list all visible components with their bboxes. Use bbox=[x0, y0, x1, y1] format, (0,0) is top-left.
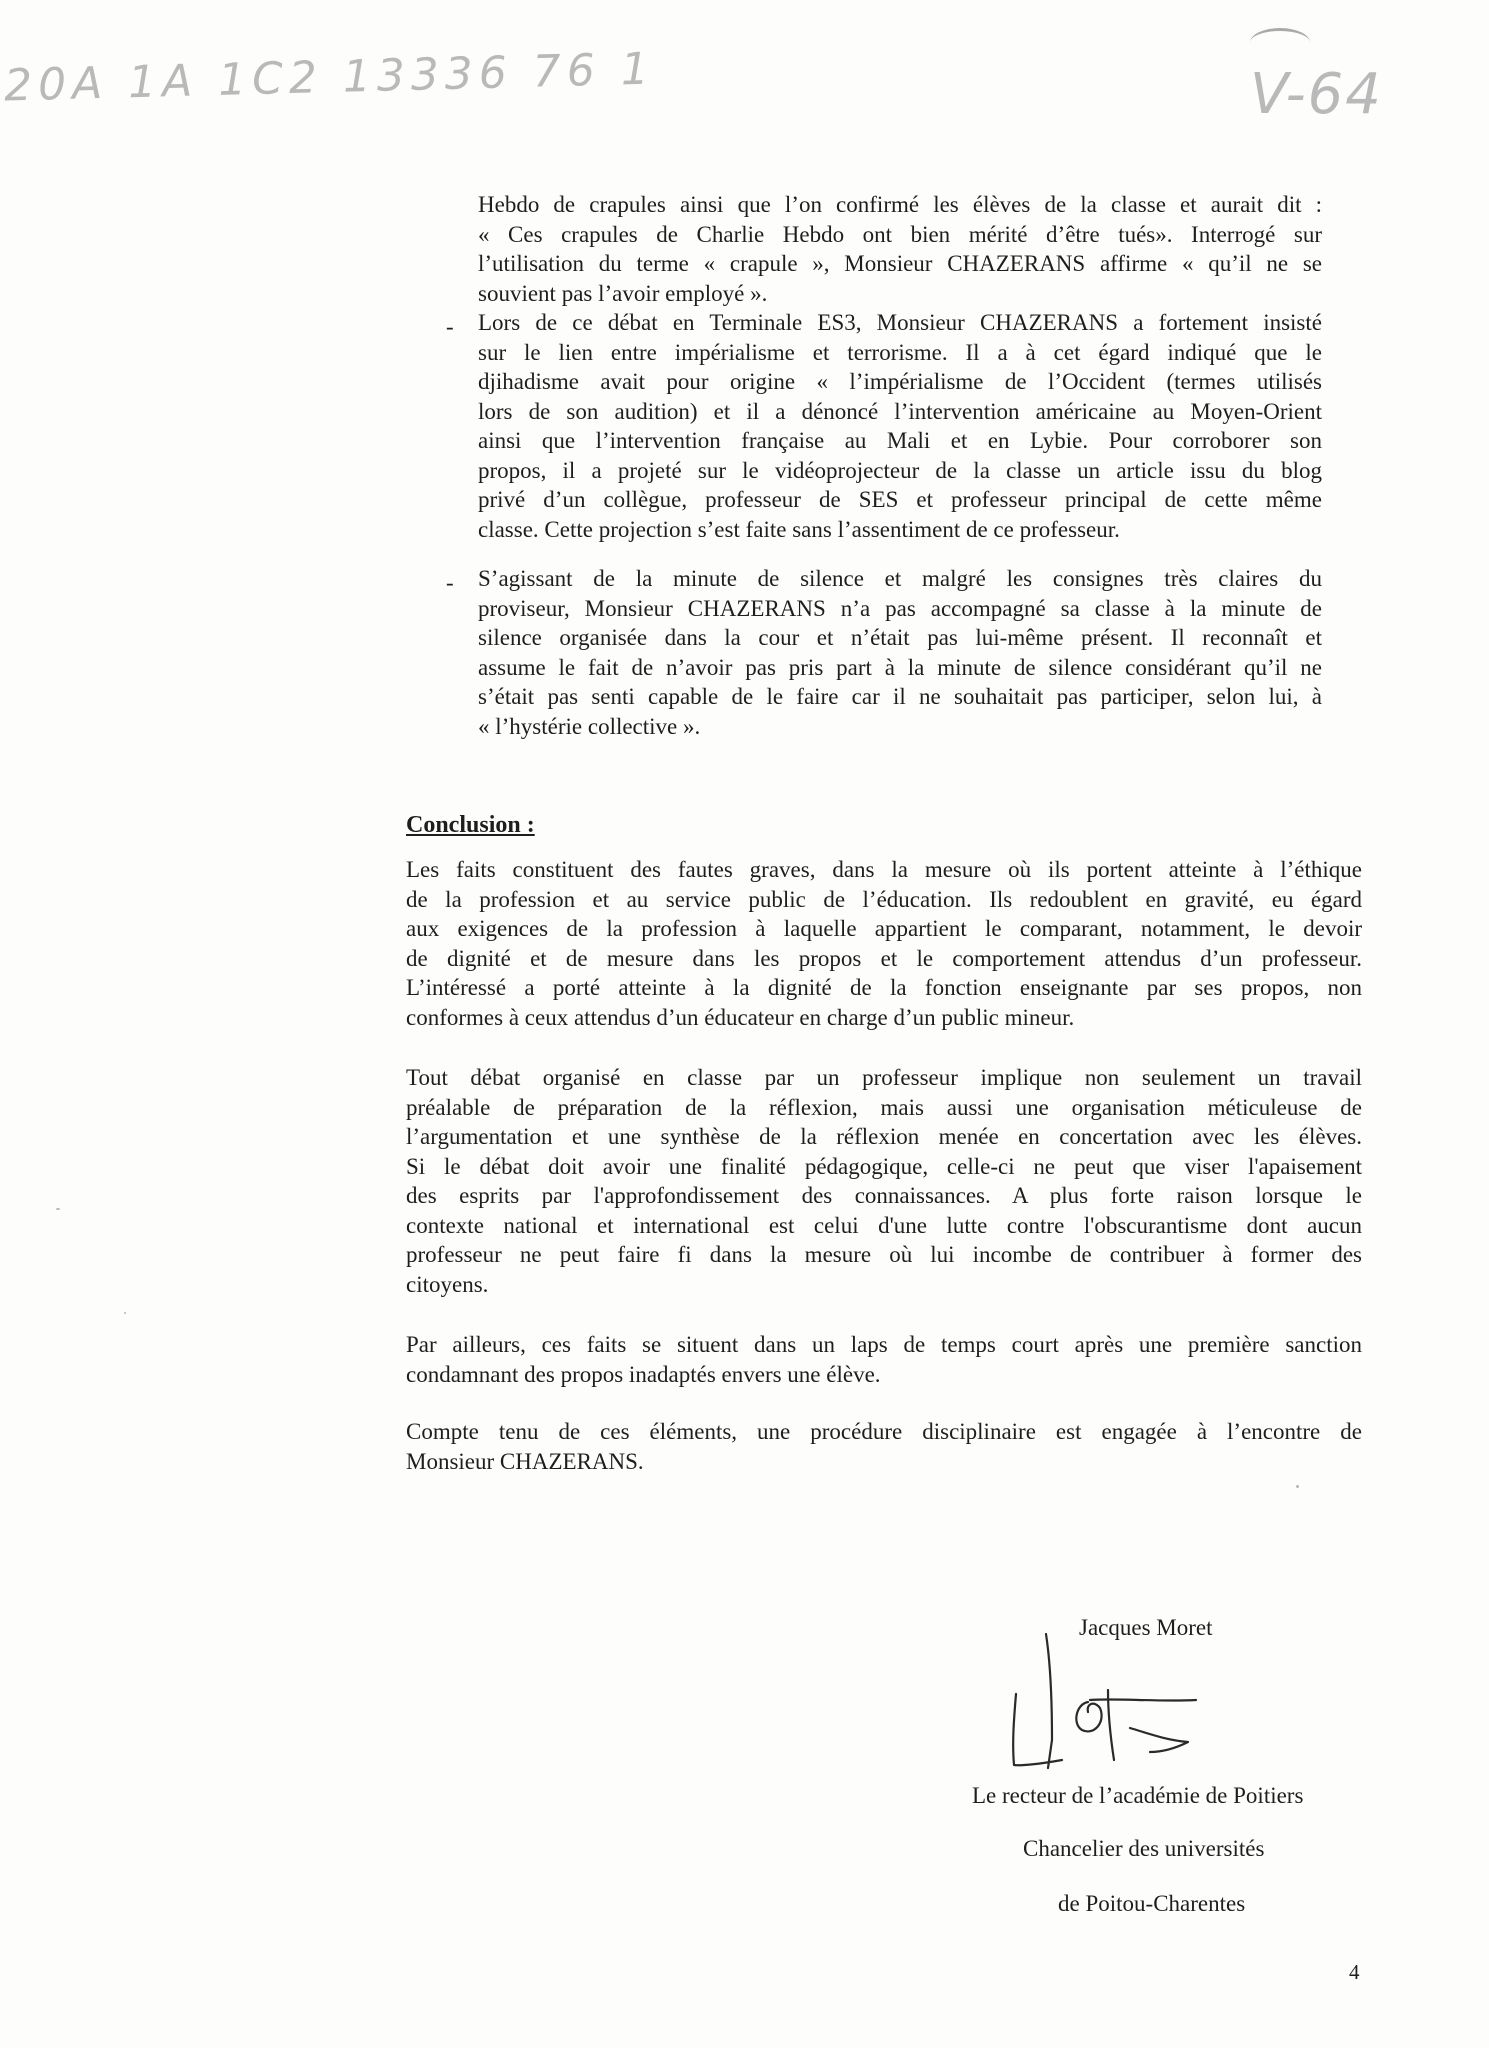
text-line: aux exigences de la profession à laquelle appartient le comparant, notamment, le devoir bbox=[406, 916, 1362, 941]
text-line: de dignité et de mesure dans les propos et le comportement attendus d’un professeur. bbox=[406, 945, 1362, 971]
text-line: propos, il a projeté sur le vidéoprojecteur de la classe un article issu du blog bbox=[478, 457, 1322, 483]
scan-speck bbox=[56, 1208, 60, 1210]
text-line: « l’hystérie collective ». bbox=[478, 713, 701, 739]
text-line: citoyens. bbox=[406, 1271, 489, 1297]
conclusion-paragraph bbox=[406, 1417, 1362, 1476]
signatory-title: Chancelier des universités bbox=[1023, 1836, 1265, 1861]
conclusion-heading: Conclusion : bbox=[406, 812, 535, 838]
handwritten-signature-icon bbox=[990, 1630, 1240, 1790]
text-line: proviseur, Monsieur CHAZERANS n’a pas accompagné sa classe à la minute de bbox=[478, 595, 1322, 621]
signatory-name: Jacques Moret bbox=[1079, 1615, 1213, 1640]
scan-speck bbox=[124, 1312, 126, 1314]
text-line: condamnant des propos inadaptés envers une élève. bbox=[406, 1361, 881, 1387]
text-line: ainsi que l’intervention française au Mali et en Lybie. Pour corroborer son bbox=[478, 428, 1322, 453]
text-line: Lors de ce débat en Terminale ES3, Monsieur CHAZERANS a fortement insisté bbox=[478, 310, 1322, 335]
bullet-dash: - bbox=[446, 570, 454, 595]
text-line: S’agissant de la minute de silence et malgré les consignes très claires du bbox=[478, 566, 1322, 591]
signatory-title: Le recteur de l’académie de Poitiers bbox=[972, 1783, 1304, 1808]
signatory-title: de Poitou-Charentes bbox=[1058, 1891, 1246, 1916]
bullet-dash: - bbox=[446, 314, 454, 339]
text-line: l’utilisation du terme « crapule », Monsieur CHAZERANS affirme « qu’il ne se bbox=[478, 251, 1322, 276]
text-line: Compte tenu de ces éléments, une procédure disciplinaire est engagée à l’encontre de bbox=[406, 1419, 1362, 1444]
conclusion-paragraph bbox=[406, 1330, 1362, 1389]
text-line: conformes à ceux attendus d’un éducateur en charge d’un public mineur. bbox=[406, 1004, 1075, 1030]
text-line: classe. Cette projection s’est faite sans l’assentiment de ce professeur. bbox=[478, 516, 1120, 542]
scan-speck bbox=[1296, 1485, 1299, 1488]
page-number: 4 bbox=[1349, 1960, 1360, 1984]
bullet-item bbox=[478, 564, 1322, 741]
bullet-continuation bbox=[478, 190, 1322, 308]
handwritten-mark bbox=[1250, 28, 1310, 57]
text-line: lors de son audition) et il a dénoncé l’intervention américaine au Moyen-Orient bbox=[478, 398, 1322, 424]
text-line: privé d’un collègue, professeur de SES et professeur principal de cette même bbox=[478, 487, 1322, 512]
text-line: L’intéressé a porté atteinte à la dignité de la fonction enseignante par ses propos, non bbox=[406, 975, 1362, 1000]
conclusion-paragraph bbox=[406, 1063, 1362, 1299]
text-line: professeur ne peut faire fi dans la mesure où lui incombe de contribuer à former des bbox=[406, 1242, 1362, 1267]
text-line: Monsieur CHAZERANS. bbox=[406, 1448, 644, 1474]
text-line: de la profession et au service public de l’éducation. Ils redoublent en gravité, eu égard bbox=[406, 886, 1362, 912]
text-line: Si le débat doit avoir une finalité pédagogique, celle-ci ne peut que viser l'apaisement bbox=[406, 1153, 1362, 1179]
text-line: préalable de préparation de la réflexion, mais aussi une organisation méticuleuse de bbox=[406, 1094, 1362, 1120]
text-line: silence organisée dans la cour et n’était pas lui-même présent. Il reconnaît et bbox=[478, 625, 1322, 650]
text-line: assume le fait de n’avoir pas pris part à la minute de silence considérant qu’il ne bbox=[478, 654, 1322, 680]
text-line: Les faits constituent des fautes graves, dans la mesure où ils portent atteinte à l’éthique bbox=[406, 857, 1362, 882]
conclusion-paragraph bbox=[406, 855, 1362, 1032]
text-line: s’était pas senti capable de le faire car il ne souhaitait pas participer, selon lui, à bbox=[478, 684, 1322, 709]
handwritten-reference: 20A 1A 1C2 13336 76 1 bbox=[3, 43, 656, 112]
text-line: Hebdo de crapules ainsi que l’on confirmé les élèves de la classe et aurait dit : bbox=[478, 192, 1322, 217]
text-line: Tout débat organisé en classe par un professeur implique non seulement un travail bbox=[406, 1065, 1362, 1090]
handwritten-code: V-64 bbox=[1250, 62, 1383, 127]
text-line: djihadisme avait pour origine « l’impérialisme de l’Occident (termes utilisés bbox=[478, 369, 1322, 394]
text-line: contexte national et international est celui d'une lutte contre l'obscurantisme dont aucun bbox=[406, 1212, 1362, 1238]
text-line: sur le lien entre impérialisme et terrorisme. Il a à cet égard indiqué que le bbox=[478, 339, 1322, 365]
text-line: « Ces crapules de Charlie Hebdo ont bien mérité d’être tués». Interrogé sur bbox=[478, 221, 1322, 247]
text-line: des esprits par l'approfondissement des connaissances. A plus forte raison lorsque le bbox=[406, 1183, 1362, 1208]
text-line: Par ailleurs, ces faits se situent dans un laps de temps court après une première sanction bbox=[406, 1332, 1362, 1357]
bullet-item bbox=[478, 308, 1322, 544]
text-line: souvient pas l’avoir employé ». bbox=[478, 280, 768, 306]
text-line: l’argumentation et une synthèse de la réflexion menée en concertation avec les élèves. bbox=[406, 1124, 1362, 1149]
